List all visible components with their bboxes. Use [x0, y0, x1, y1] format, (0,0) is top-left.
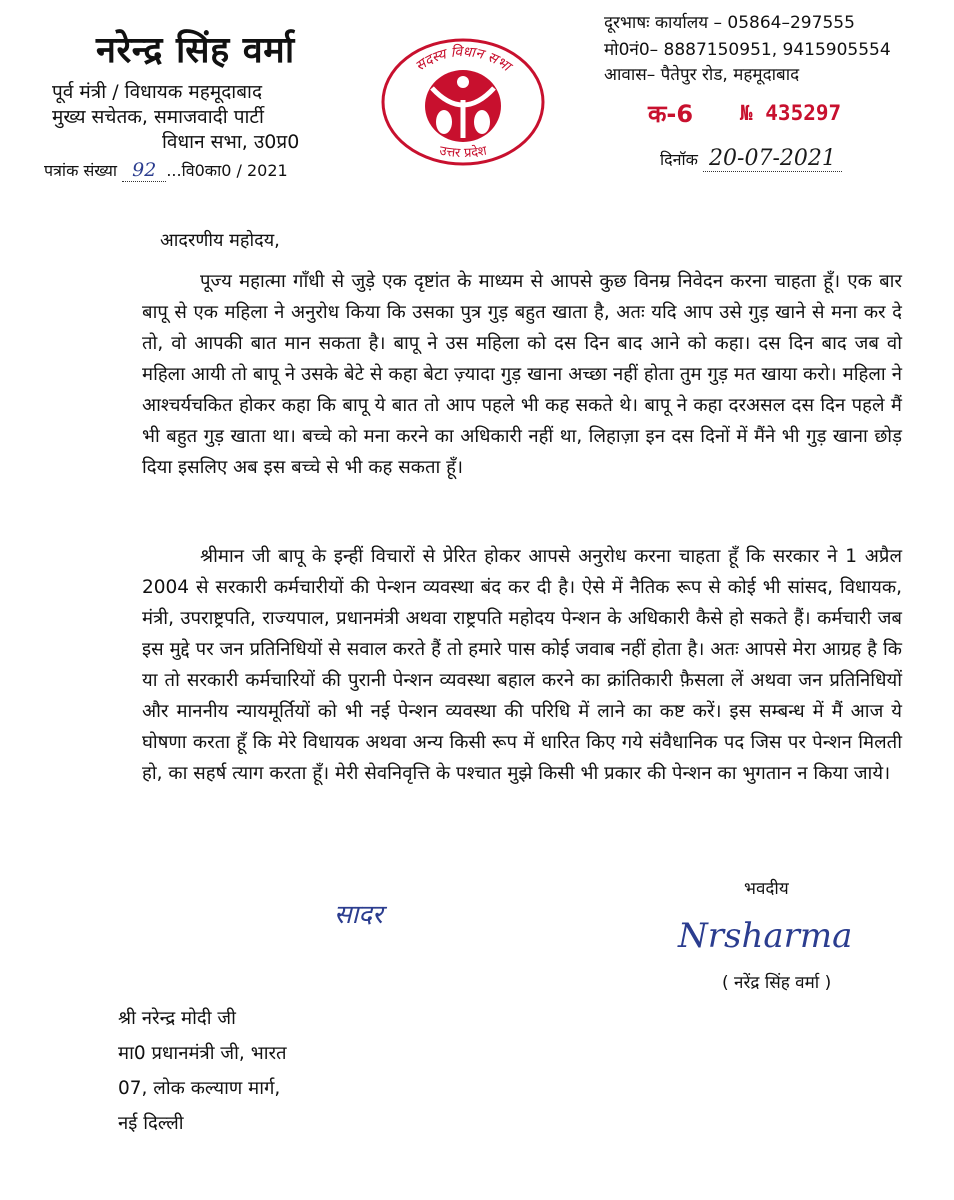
sender-designation: पूर्व मंत्री / विधायक महमूदाबाद [52, 81, 263, 103]
body-paragraph-1: पूज्य महात्मा गाँधी से जुड़े एक दृष्टांत के माध्यम से आपसे कुछ विनम्र निवेदन करना चाहता हूँ। एक बार बापू से एक महिला ने अनुरोध किया कि उसका पुत्र गुड़ बहुत खाता है, अतः यदि आप उसे गुड़ खाने से मना कर दे तो, वो आपकी बात मान सकता है। बापू ने उस महिला को दस दिन बाद आने को कहा। दस दिन बाद जब वो महिला आयी तो बापू ने उसके बेटे से कहा बेटा ज़्यादा गुड़ खाना अच्छा नहीं होता तुम गुड़ मत खाया करो। महिला ने आश्चर्यचकित होकर कहा कि बापू ये बात तो आप पहले भी कह सकते थे। बापू ने कहा दरअसल दस दिन पहले मैं भी बहुत गुड़ खाता था। बच्चे को मना करने का अधिकारी नहीं था, लिहाज़ा इन दस दिनों में मैंने भी गुड़ खाना छोड़ दिया इसलिए अब इस बच्चे से भी कह सकता हूँ। [142, 271, 902, 478]
contact-mobile: मो0नं0– 8887150951, 9415905554 [604, 40, 891, 60]
body-paragraph-2: श्रीमान जी बापू के इन्हीं विचारों से प्रेरित होकर आपसे अनुरोध करना चाहता हूँ कि सरकार ने 1 अप्रैल 2004 से सरकारी कर्मचारीयों की पेन्शन व्यवस्था बंद कर दी है। ऐसे में नैतिक रूप से कोई भी सांसद, विधायक, मंत्री, उपराष्ट्रपति, राज्यपाल, प्रधानमंत्री अथवा राष्ट्रपति महोदय पेन्शन के अधिकारी कैसे हो सकते हैं। कर्मचारी जब इस मुद्दे पर जन प्रतिनिधियों से सवाल करते हैं तो हमारे पास कोई जवाब नहीं होता है। अतः आपसे मेरा आग्रह है कि या तो सरकारी कर्मचारियों की पुरानी पेन्शन व्यवस्था बहाल करने का क्रांतिकारी फ़ैसला लें अथवा जन प्रतिनिधियों और माननीय न्यायमूर्तियों को भी नई पेन्शन व्यवस्था की परिधि में लाने का कष्ट करें। इस सम्बन्ध में मैं आज ये घोषणा करता हूँ कि मेरे विधायक अथवा अन्य किसी रूप में धारित किए गये संवैधानिक पद जिस पर पेन्शन मिलती हो, का सहर्ष त्याग करता हूँ। मेरी सेवनिवृत्ति के पश्चात मुझे किसी भी प्रकार की पेन्शन का भुगतान न किया जाये। [142, 546, 902, 784]
reference-value: 92 [122, 159, 166, 182]
emblem-top-text: सदस्य विधान सभा [412, 43, 514, 75]
date-label: दिनॉक [660, 150, 698, 169]
recipient-city: नई दिल्ली [118, 1113, 184, 1134]
recipient-designation: मा0 प्रधानमंत्री जी, भारत [118, 1043, 287, 1064]
serial-prefix: क-6 [648, 100, 694, 128]
closing-handwritten: सादर [334, 900, 383, 930]
letter-date [660, 146, 842, 172]
serial-number: № 435297 [740, 101, 842, 125]
reference-number [44, 159, 288, 182]
up-vidhan-sabha-emblem [372, 26, 554, 166]
sender-house: विधान सभा, उ0प्र0 [162, 131, 300, 153]
signature: Nrsharma [678, 916, 853, 956]
signer-name: ( नरेंद्र सिंह वर्मा ) [722, 973, 832, 993]
recipient-name: श्री नरेन्द्र मोदी जी [118, 1008, 236, 1029]
svg-text:उत्तर प्रदेश [438, 143, 489, 161]
reference-label: पत्रांक संख्या [44, 161, 118, 180]
salutation: आदरणीय महोदय, [160, 230, 280, 251]
sender-party: मुख्य सचेतक, समाजवादी पार्टी [52, 106, 264, 128]
date-value: 20-07-2021 [703, 146, 842, 172]
emblem-bottom-text: उत्तर प्रदेश [438, 143, 488, 162]
closing-yours: भवदीय [744, 879, 789, 899]
contact-residence: आवास– पैतेपुर रोड, महमूदाबाद [604, 65, 800, 85]
contact-office-phone: दूरभाषः कार्यालय – 05864–297555 [604, 13, 855, 33]
sender-name: नरेन्द्र सिंह वर्मा [96, 30, 295, 71]
reference-suffix: ...वि0का0 / 2021 [166, 161, 288, 180]
recipient-street: 07, लोक कल्याण मार्ग, [118, 1078, 281, 1099]
